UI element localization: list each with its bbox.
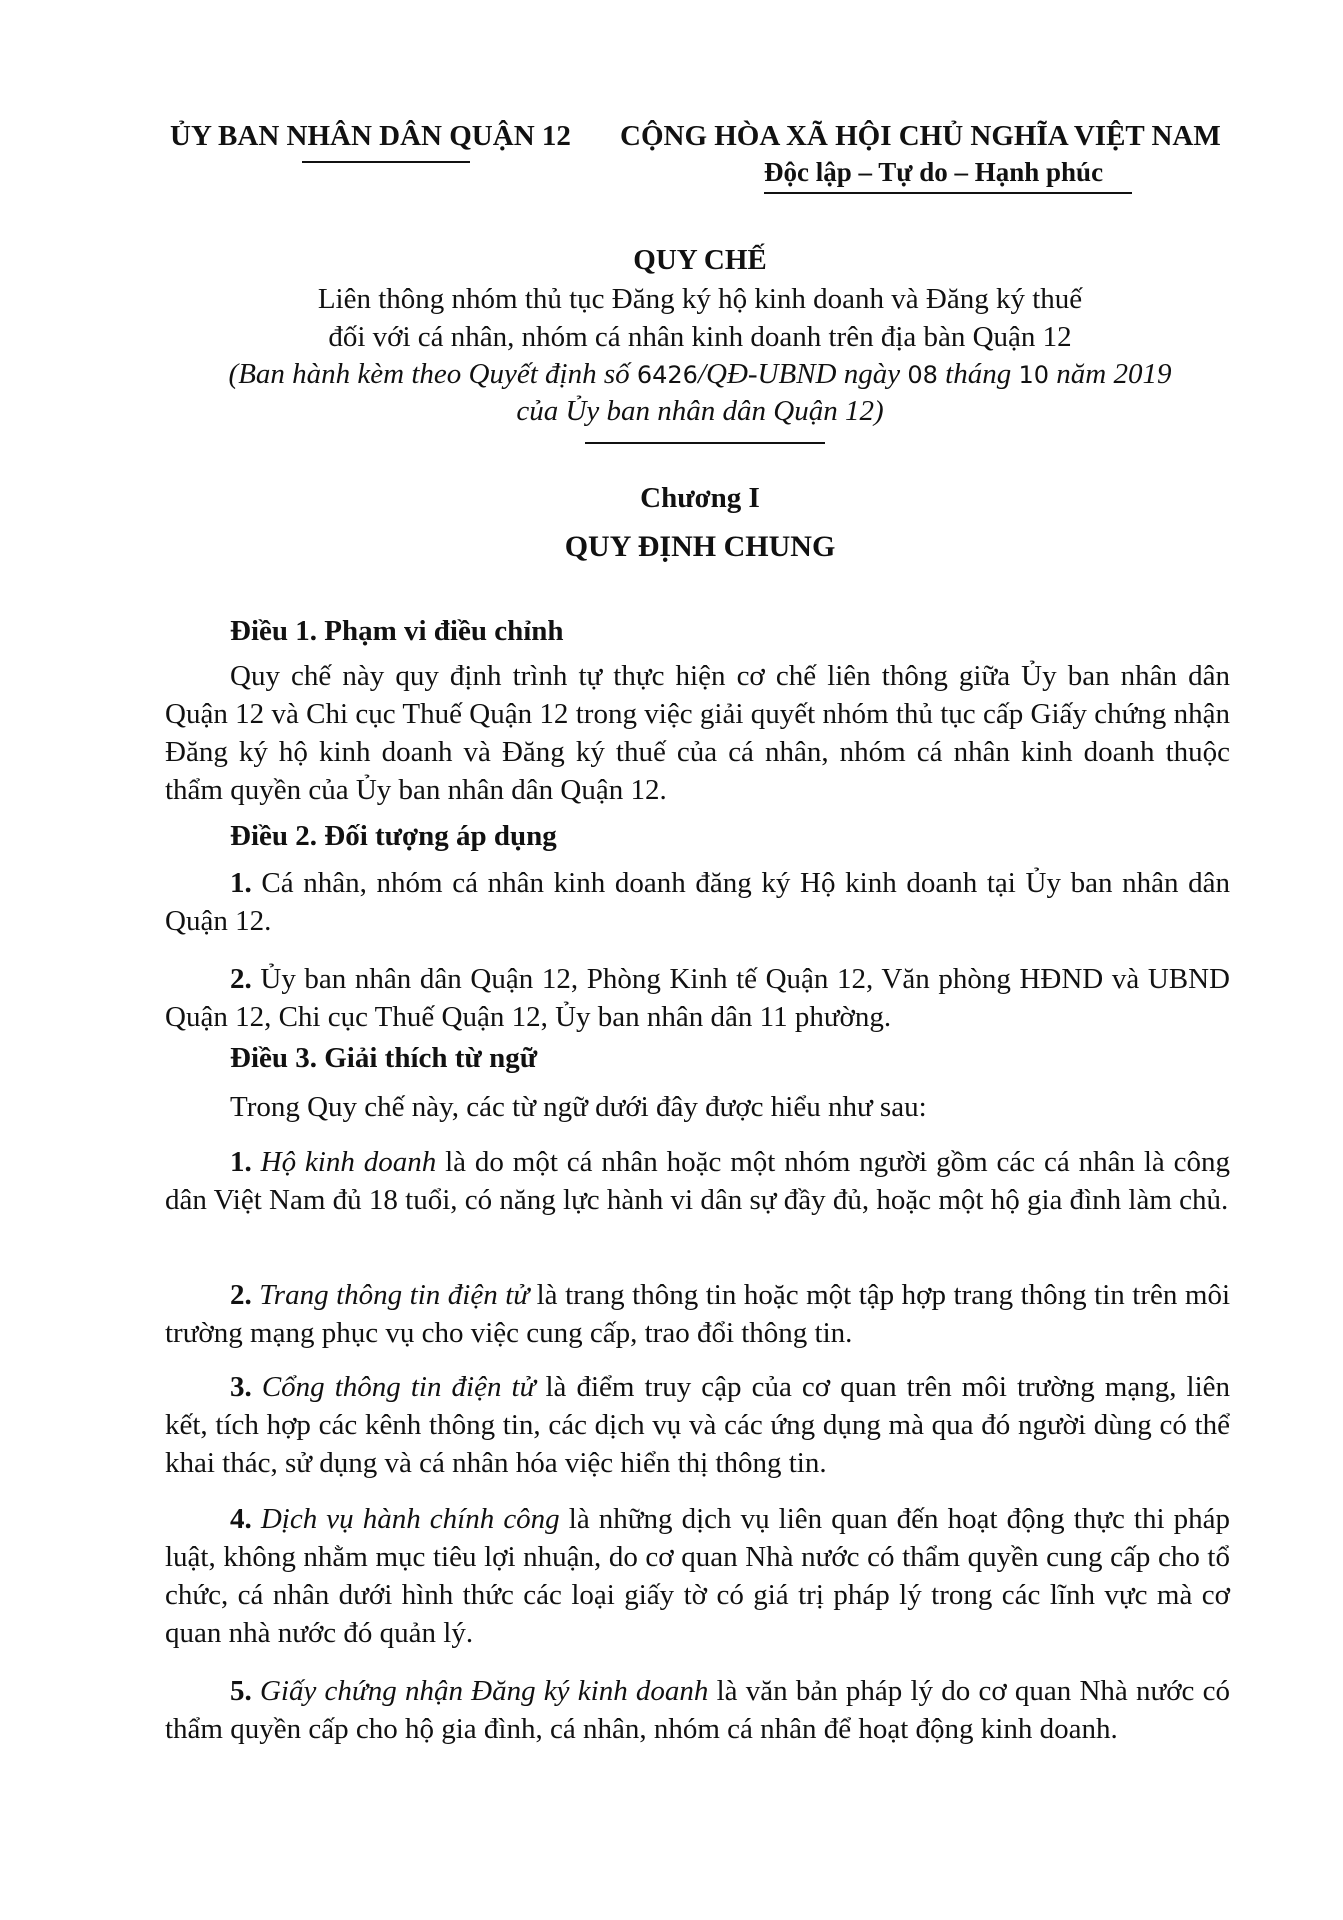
decision-ref-text-d: năm 2019 [1049, 358, 1172, 390]
clause-text: Cá nhân, nhóm cá nhân kinh doanh đăng ký Hộ kinh doanh tại Ủy ban nhân dân Quận 12. [165, 867, 1230, 937]
decision-month: 10 [1018, 361, 1050, 389]
decision-reference [160, 358, 1240, 391]
title-separator [585, 442, 825, 444]
definition-term: Giấy chứng nhận Đăng ký kinh doanh [259, 1675, 709, 1707]
national-motto: Độc lập – Tự do – Hạnh phúc [764, 157, 1104, 187]
definition-number: 3. [230, 1371, 252, 1403]
definition-text: là do một cá nhân hoặc một nhóm người gồm các cá nhân là công dân Việt Nam đủ 18 tuổi, có năng lực hành vi dân sự đầy đủ, hoặc một hộ gia đình làm chủ. [165, 1146, 1231, 1216]
definition-term: Dịch vụ hành chính công [260, 1503, 560, 1535]
chapter-title: QUY ĐỊNH CHUNG [564, 530, 836, 563]
article-3-heading: Điều 3. Giải thích từ ngữ [230, 1042, 538, 1074]
article-1-heading: Điều 1. Phạm vi điều chỉnh [230, 615, 564, 647]
paragraph-text: Trong Quy chế này, các từ ngữ dưới đây được hiểu như sau: [230, 1091, 927, 1123]
document-subtitle-line-2: đối với cá nhân, nhóm cá nhân kinh doanh trên địa bàn Quận 12 [328, 321, 1072, 353]
article-2-clause-1 [165, 864, 1230, 940]
definition-2 [165, 1276, 1230, 1352]
national-title: CỘNG HÒA XÃ HỘI CHỦ NGHĨA VIỆT NAM [620, 120, 1221, 152]
definition-text: là trang thông tin hoặc một tập hợp trang thông tin trên môi trường mạng phục vụ cho việc cung cấp, trao đổi thông tin. [165, 1279, 1231, 1349]
clause-number: 2. [230, 963, 252, 995]
definition-1 [165, 1143, 1230, 1219]
definition-text: là những dịch vụ liên quan đến hoạt động thực thi pháp luật, không nhằm mục tiêu lợi nhuận, do cơ quan Nhà nước có thẩm quyền cung cấp cho tổ chức, cá nhân dưới hình thức các loại giấy tờ có giá trị pháp lý trong các lĩnh vực mà cơ quan nhà nước đó quản lý. [165, 1503, 1230, 1649]
definition-term: Cổng thông tin điện tử [261, 1371, 536, 1403]
definition-3 [165, 1368, 1230, 1482]
definition-number: 5. [230, 1675, 252, 1707]
definition-number: 1. [230, 1146, 252, 1178]
definition-text: là điểm truy cập của cơ quan trên môi trường mạng, liên kết, tích hợp các kênh thông tin, các dịch vụ và các ứng dụng mà qua đó người dùng có thể khai thác, sử dụng và cá nhân hóa việc hiển thị thông tin. [165, 1371, 1231, 1479]
decision-issuer: của Ủy ban nhân dân Quận 12) [516, 395, 884, 427]
article-2-clause-2 [165, 960, 1230, 1036]
decision-day: 08 [907, 361, 938, 389]
definition-number: 4. [230, 1503, 252, 1535]
definition-text: là văn bản pháp lý do cơ quan Nhà nước có thẩm quyền cấp cho hộ gia đình, cá nhân, nhóm cá nhân để hoạt động kinh doanh. [165, 1675, 1231, 1745]
chapter-label: Chương I [640, 482, 760, 514]
clause-text: Ủy ban nhân dân Quận 12, Phòng Kinh tế Quận 12, Văn phòng HĐND và UBND Quận 12, Chi cục Thuế Quận 12, Ủy ban nhân dân 11 phường. [165, 963, 1230, 1033]
motto-underline [764, 192, 1132, 194]
decision-ref-text-c: tháng [937, 358, 1019, 390]
authority-underline [302, 161, 470, 163]
document-subtitle-line-1: Liên thông nhóm thủ tục Đăng ký hộ kinh doanh và Đăng ký thuế [317, 283, 1083, 315]
issuing-authority [170, 120, 571, 153]
definition-term: Trang thông tin điện tử [259, 1279, 530, 1311]
article-1-paragraph [165, 657, 1230, 809]
definition-4 [165, 1500, 1230, 1652]
issuing-authority-text: ỦY BAN NHÂN DÂN QUẬN 12 [170, 120, 571, 152]
definition-number: 2. [230, 1279, 252, 1311]
definition-term: Hộ kinh doanh [260, 1146, 437, 1178]
article-3-intro [165, 1088, 1230, 1126]
article-2-heading: Điều 2. Đối tượng áp dụng [230, 820, 557, 852]
decision-ref-text-a: (Ban hành kèm theo Quyết định số [228, 358, 637, 390]
document-title: QUY CHẾ [633, 244, 767, 276]
decision-ref-text-b: /QĐ-UBND ngày [697, 358, 908, 390]
paragraph-text: Quy chế này quy định trình tự thực hiện cơ chế liên thông giữa Ủy ban nhân dân Quận 12 và Chi cục Thuế Quận 12 trong việc giải quyết nhóm thủ tục cấp Giấy chứng nhận Đăng ký hộ kinh doanh và Đăng ký thuế của cá nhân, nhóm cá nhân kinh doanh thuộc thẩm quyền của Ủy ban nhân dân Quận 12. [165, 660, 1230, 806]
decision-number: 6426 [636, 361, 698, 389]
clause-number: 1. [230, 867, 252, 899]
definition-5 [165, 1672, 1230, 1748]
